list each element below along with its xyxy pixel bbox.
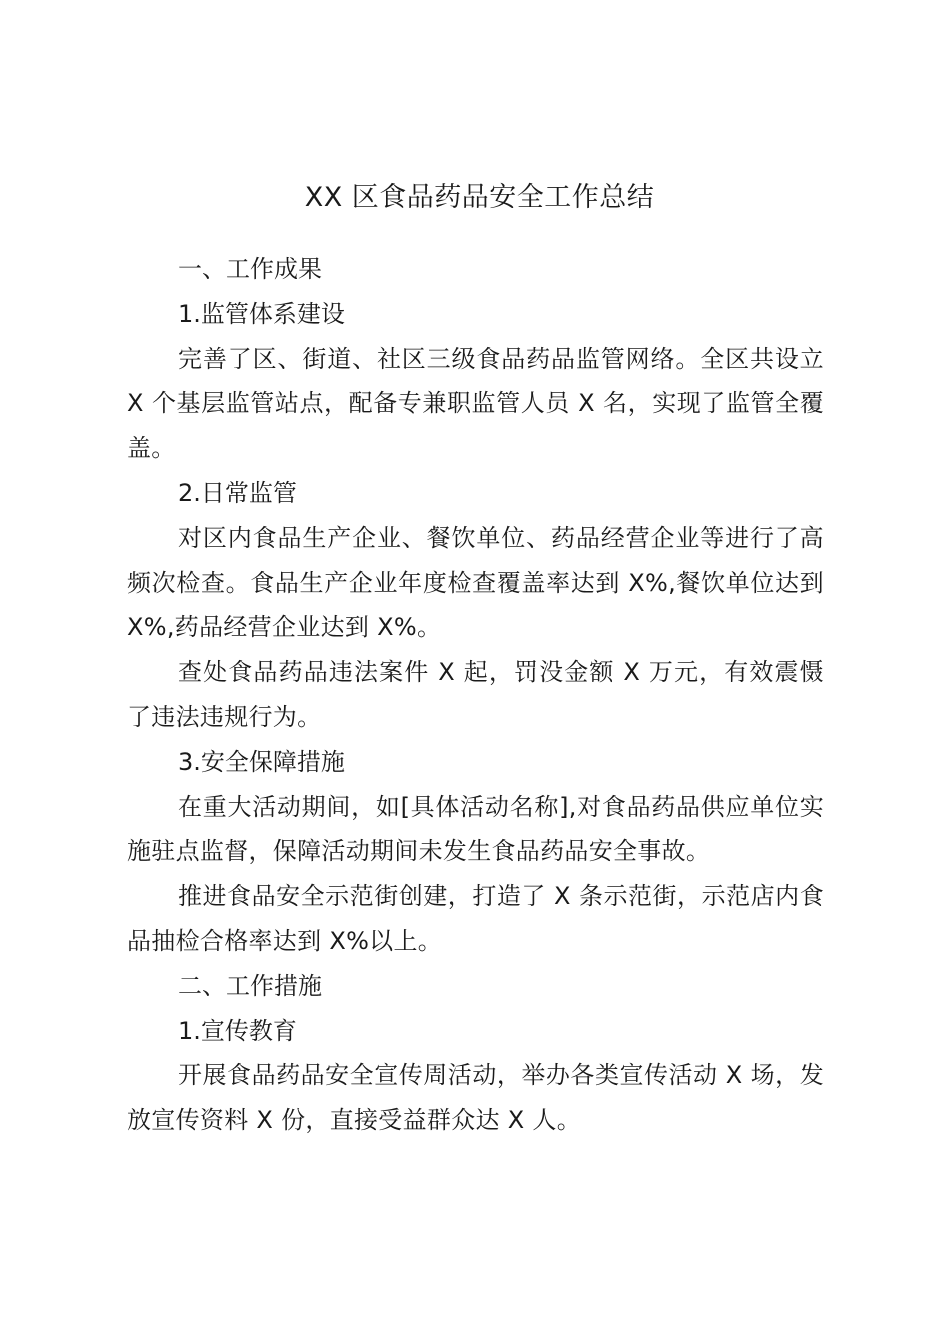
paragraph-demonstration-street: 推进食品安全示范街创建，打造了 X 条示范街，示范店内食品抽检合格率达到 X%以上。 xyxy=(127,882,824,955)
document-title: XX 区食品药品安全工作总结 xyxy=(304,182,655,213)
section-heading-work-results: 一、工作成果 xyxy=(178,255,322,283)
section-heading-work-measures: 二、工作措施 xyxy=(178,971,322,1000)
subsection-heading-publicity-education: 1.宣传教育 xyxy=(178,1016,297,1045)
paragraph-violation-cases: 查处食品药品违法案件 X 起，罚没金额 X 万元，有效震慑了违法违规行为。 xyxy=(127,658,824,731)
paragraph-inspection-coverage: 对区内食品生产企业、餐饮单位、药品经营企业等进行了高频次检查。食品生产企业年度检查覆盖率达到 X%,餐饮单位达到 X%,药品经营企业达到 X%。 xyxy=(127,523,824,642)
subsection-heading-safety-measures: 3.安全保障措施 xyxy=(178,747,345,776)
paragraph-major-events: 在重大活动期间，如[具体活动名称],对食品药品供应单位实施驻点监督，保障活动期间未发生食品药品安全事故。 xyxy=(127,792,824,866)
paragraph-supervision-network: 完善了区、街道、社区三级食品药品监管网络。全区共设立 X 个基层监管站点，配备专兼职监管人员 X 名，实现了监管全覆盖。 xyxy=(127,344,824,463)
paragraph-publicity-week: 开展食品药品安全宣传周活动，举办各类宣传活动 X 场，发放宣传资料 X 份，直接受益群众达 X 人。 xyxy=(127,1061,824,1135)
subsection-heading-daily-supervision: 2.日常监管 xyxy=(178,478,297,507)
subsection-heading-supervision-system: 1.监管体系建设 xyxy=(178,299,345,328)
